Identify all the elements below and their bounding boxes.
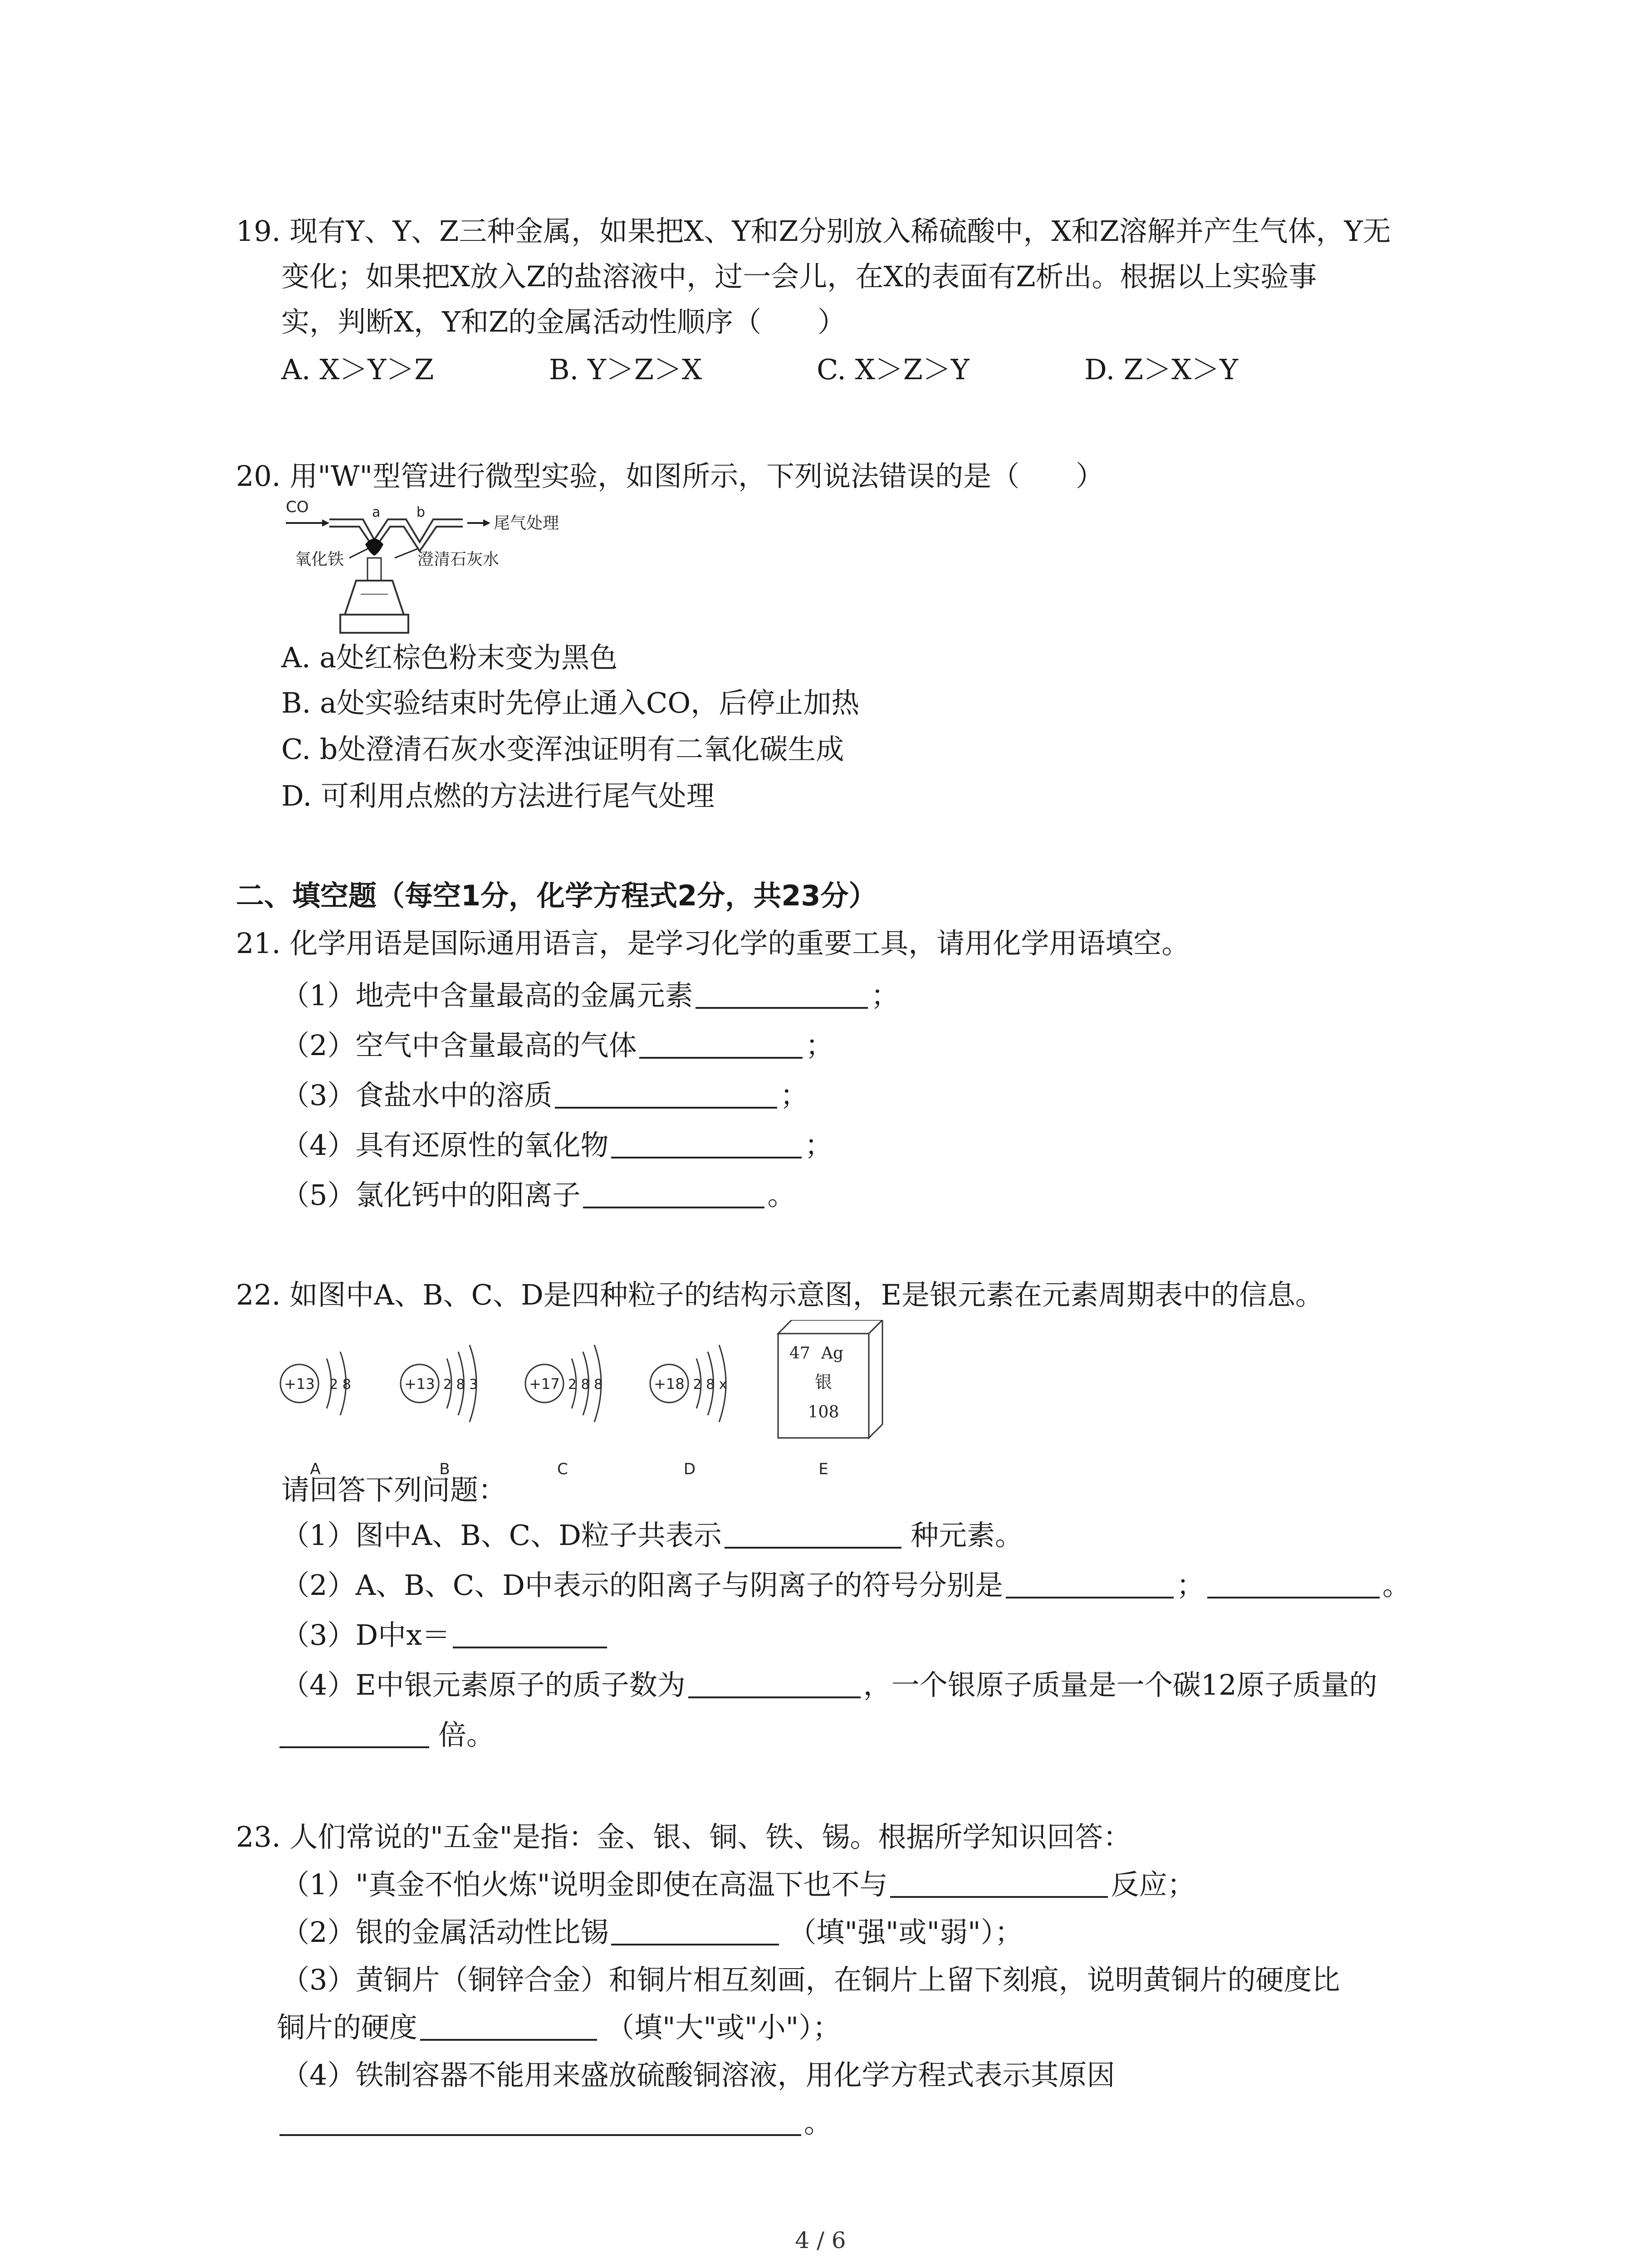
q20-option-b[interactable]: B. a处实验结束时先停止通入CO，后停止加热 [281,686,860,719]
particle-a-diagram [280,1352,351,1478]
q21-blank-2[interactable] [639,1029,803,1059]
q22-item-3-text: （3）D中x＝ [281,1618,451,1652]
particle-a-shells: 2 8 [329,1377,351,1393]
particle-c-label: C [557,1460,568,1478]
q22-item-4-end: 倍。 [438,1718,495,1751]
silver-atomic-number: 47 [789,1344,810,1363]
q21-item-4 [281,1127,833,1163]
q23-blank-2[interactable] [611,1916,779,1945]
section-2-title: 二、填空题（每空1分，化学方程式2分，共23分） [236,879,877,912]
particle-b-label: B [439,1460,450,1478]
particle-c-nucleus: +17 [529,1375,560,1393]
q23-item-1-text: （1）"真金不怕火炼"说明金即使在高温下也不与 [281,1868,888,1901]
q21-item-5-end: 。 [767,1178,796,1212]
q22-item-4-mid: ，一个银原子质量是一个碳12原子质量的 [863,1668,1377,1701]
q20-option-d[interactable]: D. 可利用点燃的方法进行尾气处理 [281,779,715,812]
q21-item-2-end: ； [805,1029,834,1062]
q22-blank-4a[interactable] [688,1668,861,1698]
q21-item-3 [281,1077,808,1114]
q23-item-1 [281,1867,1195,1903]
q21-item-2-text: （2）空气中含量最高的气体 [281,1029,637,1062]
q23-blank-4[interactable] [279,2106,801,2136]
silver-periodic-cell [778,1320,882,1478]
co-label: CO [286,498,309,516]
q23-item-3-end: （填"大"或"小"）； [606,2011,841,2044]
q19-line-2: 变化；如果把X放入Z的盐溶液中，过一会儿，在X的表面有Z析出。根据以上实验事 [281,260,1317,293]
q23-stem: 23. 人们常说的"五金"是指：金、银、铜、铁、锡。根据所学知识回答： [236,1820,1132,1853]
q20-option-a[interactable]: A. a处红棕色粉末变为黑色 [281,641,618,674]
q22-item-3 [281,1617,610,1653]
particle-c-shells: 2 8 8 [568,1377,603,1393]
q23-blank-1[interactable] [890,1868,1108,1898]
q21-item-4-end: ； [804,1129,833,1162]
q19-option-b[interactable]: B. Y＞Z＞X [549,353,702,386]
q22-blank-1[interactable] [725,1519,901,1549]
q21-stem: 21. 化学用语是国际通用语言，是学习化学的重要工具，请用化学用语填空。 [236,927,1190,960]
q21-item-5 [281,1177,795,1213]
q21-item-2 [281,1027,833,1064]
particle-b-nucleus: +13 [404,1375,435,1393]
q22-item-1-end: 种元素。 [910,1519,1023,1552]
q21-item-1-end: ； [871,979,899,1012]
particle-b-diagram [401,1345,478,1478]
particle-c-diagram [525,1345,603,1478]
q22-item-4 [281,1667,1377,1703]
silver-atomic-mass: 108 [808,1403,839,1422]
q19-option-d[interactable]: D. Z＞X＞Y [1084,353,1239,386]
q22-item-2-end: 。 [1382,1569,1411,1602]
q23-item-4-end: 。 [804,2106,833,2139]
q19-option-a[interactable]: A. X＞Y＞Z [281,353,434,386]
q22-item-1 [281,1517,1023,1554]
q23-item-3-text: 铜片的硬度 [277,2011,418,2044]
tail-gas-label: 尾气处理 [494,514,559,533]
q20-option-c[interactable]: C. b处澄清石灰水变浑浊证明有二氧化碳生成 [281,733,844,766]
q22-item-4-text: （4）E中银元素原子的质子数为 [281,1668,686,1701]
silver-name: 银 [814,1372,833,1392]
q22-blank-3[interactable] [453,1618,607,1648]
q21-blank-3[interactable] [555,1079,777,1109]
particle-d-shells: 2 8 x [693,1377,727,1393]
q22-item-4-cont [277,1717,495,1753]
q21-item-3-end: ； [780,1079,808,1112]
silver-symbol: Ag [821,1344,844,1363]
q23-blank-3[interactable] [420,2011,597,2041]
q21-item-4-text: （4）具有还原性的氧化物 [281,1129,609,1162]
q21-item-3-text: （3）食盐水中的溶质 [281,1079,553,1112]
q23-item-3-cont [277,2009,841,2046]
particle-structure-figure [272,1320,916,1492]
q23-item-4: （4）铁制容器不能用来盛放硫酸铜溶液，用化学方程式表示其原因 [281,2058,1115,2092]
w-tube-apparatus-figure [281,497,608,642]
a-label: a [372,504,381,520]
q21-item-5-text: （5）氯化钙中的阳离子 [281,1178,581,1212]
q22-blank-2b[interactable] [1207,1569,1380,1598]
b-label: b [416,504,426,520]
q21-blank-1[interactable] [696,979,868,1009]
q22-blank-4b[interactable] [279,1718,429,1748]
q19-line-3: 实，判断X，Y和Z的金属活动性顺序（ ） [281,305,846,338]
q22-stem: 22. 如图中A、B、C、D是四种粒子的结构示意图，E是银元素在元素周期表中的信息。 [236,1278,1324,1311]
particle-d-diagram [650,1345,727,1478]
q23-item-2-end: （填"强"或"弱"）； [788,1916,1023,1949]
particle-b-shells: 2 8 3 [443,1377,478,1393]
q23-item-2-text: （2）银的金属活动性比锡 [281,1916,609,1949]
q22-item-2-sep: ； [1176,1569,1205,1602]
q22-item-1-text: （1）图中A、B、C、D粒子共表示 [281,1519,722,1552]
q23-item-4-cont [277,2105,832,2141]
q19-line-1: 19. 现有Y、Y、Z三种金属，如果把X、Y和Z分别放入稀硫酸中，X和Z溶解并产生气体，Y无 [236,215,1391,248]
q23-item-2 [281,1914,1023,1950]
q20-stem: 20. 用"W"型管进行微型实验，如图所示，下列说法错误的是（ ） [236,459,1104,493]
q23-item-3: （3）黄铜片（铜锌合金）和铜片相互刻画，在铜片上留下刻痕，说明黄铜片的硬度比 [281,1963,1340,1996]
silver-cell-label: E [818,1460,828,1478]
q21-item-1 [281,978,899,1014]
q21-item-1-text: （1）地壳中含量最高的金属元素 [281,979,693,1012]
q22-item-2 [281,1567,1411,1603]
particle-d-nucleus: +18 [654,1375,685,1393]
particle-d-label: D [683,1460,696,1478]
q21-blank-4[interactable] [611,1129,802,1158]
q19-option-c[interactable]: C. X＞Z＞Y [817,353,970,386]
q22-prompt: 请回答下列问题： [281,1473,507,1506]
iron-oxide-label: 氧化铁 [295,550,344,569]
q21-blank-5[interactable] [583,1178,764,1208]
particle-a-nucleus: +13 [284,1375,315,1393]
particle-a-label: A [310,1460,321,1478]
q22-blank-2a[interactable] [1006,1569,1174,1598]
q19-options [281,352,1238,388]
page-number: 4 / 6 [795,2227,846,2253]
q22-item-2-text: （2）A、B、C、D中表示的阳离子与阴离子的符号分别是 [281,1569,1003,1602]
limewater-label: 澄清石灰水 [417,550,500,569]
q23-item-1-end: 反应； [1111,1868,1195,1901]
